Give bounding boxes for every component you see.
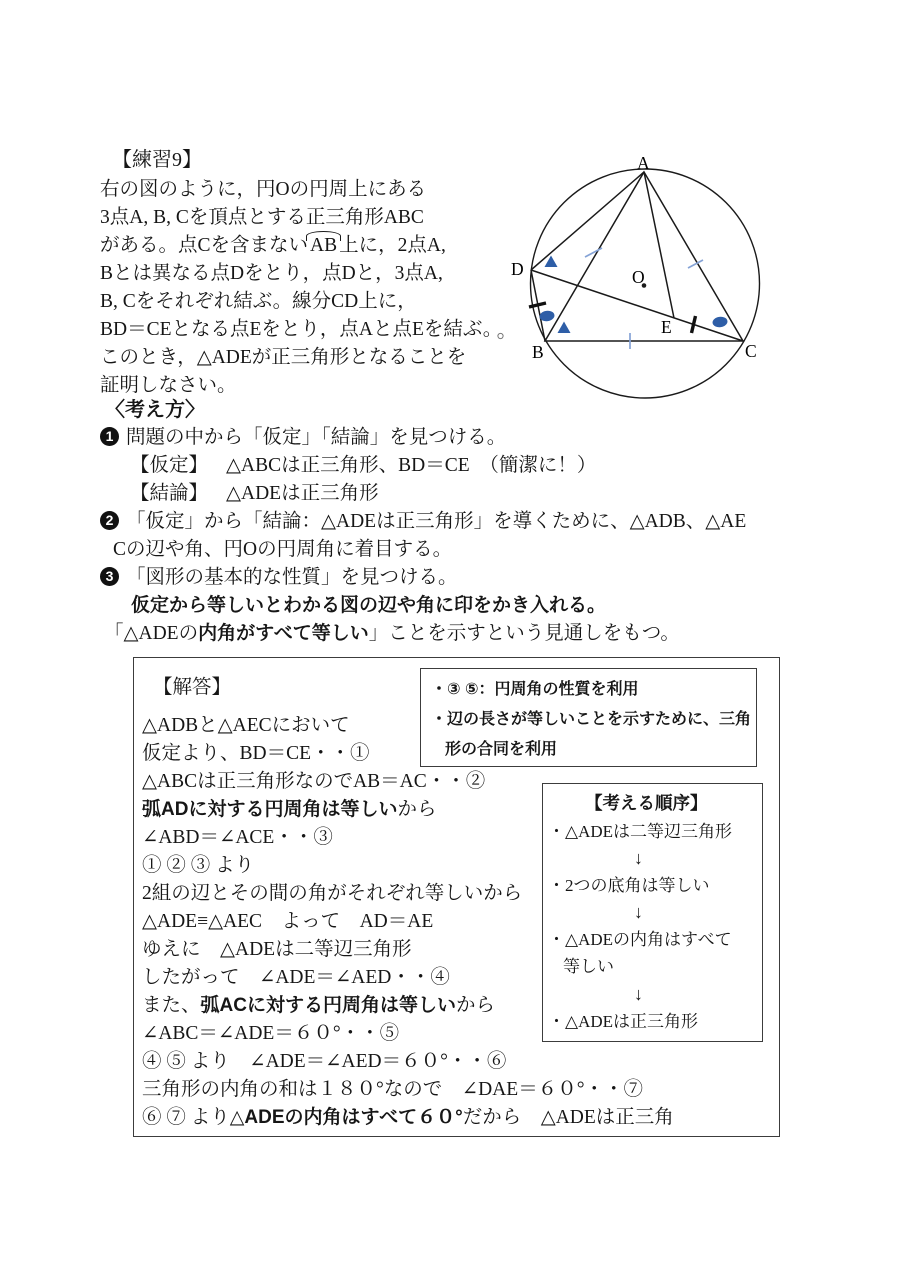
problem-line: BD＝CEとなる点Eをとり，点Aと点Eを結ぶ。 — [100, 319, 503, 340]
step-2-badge: 2 — [100, 511, 119, 530]
approach-step-1: 1 問題の中から「仮定」「結論」を見つける。 — [100, 426, 506, 450]
solution-heading: 【解答】 — [153, 677, 232, 698]
point-label-b: B — [532, 342, 544, 362]
conclusion-line: 【結論】 △ADEは正三角形 — [130, 483, 379, 504]
down-arrow-icon: ↓ — [634, 984, 643, 1004]
center-label-o: O — [632, 267, 645, 287]
problem-line: Bとは異なる点Dをとり，点Dと，3点A, — [100, 263, 443, 284]
arc-ab-notation: AB — [310, 235, 338, 256]
triangle-abc — [545, 172, 743, 341]
proof-line-14: 三角形の内角の和は１８０°なので ∠DAE＝６０°・・⑦ — [142, 1079, 644, 1100]
proof-line-2: 仮定より、BD＝CE・・① — [142, 743, 370, 764]
approach-step-2: 2 「仮定」から「結論：△ADEは正三角形」を導くために、△ADB、△AE — [100, 510, 746, 534]
problem-line: 3点A, B, Cを頂点とする正三角形ABC — [100, 207, 424, 228]
proof-line-9: ゆえに △ADEは二等辺三角形 — [142, 939, 412, 960]
proof-line-10: したがって ∠ADE＝∠AED・・④ — [142, 967, 450, 988]
proof-line-3: △ABCは正三角形なのでAB＝AC・・② — [142, 771, 486, 792]
hint-box — [420, 668, 757, 767]
point-label-e: E — [661, 317, 672, 337]
tick-side-ab — [585, 248, 602, 257]
order-box-title: 【考える順序】 — [585, 793, 708, 813]
approach-outlook: 「△ADEの内角がすべて等しい」ことを示すという見通しをもつ。 — [104, 623, 680, 644]
proof-line-12: ∠ABC＝∠ADE＝６０°・・⑤ — [142, 1023, 400, 1044]
order-item-3-line-1: ・△ADEの内角はすべて — [548, 930, 732, 949]
proof-line-11: また、弧ACに対する円周角は等しいから — [142, 995, 495, 1016]
tick-segment-bd — [529, 303, 546, 307]
approach-step-2-cont: Cの辺や角、円Oの円周角に着目する。 — [113, 539, 453, 560]
point-label-d: D — [511, 259, 524, 279]
order-item-4: ・△ADEは正三角形 — [548, 1012, 699, 1031]
proof-line-13: ④ ⑤ より ∠ADE＝∠AED＝６０°・・⑥ — [142, 1051, 507, 1072]
approach-heading: 〈考え方〉 — [105, 399, 205, 421]
approach-step-3: 3 「図形の基本的な性質」を見つける。 — [100, 566, 458, 590]
hint-line-2: ・辺の長さが等しいことを示すために、三角 — [431, 711, 752, 728]
down-arrow-icon: ↓ — [634, 848, 643, 868]
exercise-title: 【練習9】 — [112, 149, 202, 171]
point-label-a: A — [637, 153, 650, 173]
segment-ae — [644, 172, 674, 318]
circle-figure — [488, 142, 808, 422]
down-arrow-icon: ↓ — [634, 902, 643, 922]
point-label-c: C — [745, 341, 757, 361]
proof-line-5: ∠ABD＝∠ACE・・③ — [142, 827, 333, 848]
order-item-3-line-2: 等しい — [563, 957, 614, 976]
hint-line-3: 形の合同を利用 — [445, 741, 558, 758]
approach-step-3-emphasis: 仮定から等しいとわかる図の辺や角に印をかき入れる。 — [131, 595, 607, 616]
problem-line: 証明しなさい。 — [100, 375, 237, 396]
hint-line-1: ・③ ⑤：円周角の性質を利用 — [431, 681, 639, 698]
angle-marker-triangle-b — [558, 322, 571, 334]
assumption-line: 【仮定】 △ABCは正三角形、BD＝CE （簡潔に！） — [130, 455, 597, 476]
problem-line: 右の図のように，円Oの円周上にある — [100, 179, 427, 200]
angle-marker-oval-c — [712, 316, 728, 328]
step-3-badge: 3 — [100, 567, 119, 586]
proof-line-15: ⑥ ⑦ より△ADEの内角はすべて６０°だから △ADEは正三角 — [142, 1107, 674, 1128]
problem-line: このとき，△ADEが正三角形となることを — [100, 347, 467, 368]
order-item-1: ・△ADEは二等辺三角形 — [548, 822, 733, 841]
problem-line: がある。点Cを含まない AB 上に，2点A, — [100, 235, 446, 256]
stray-degree-mark — [498, 333, 503, 338]
proof-line-8: △ADE≡△AEC よって AD＝AE — [142, 911, 434, 932]
step-1-badge: 1 — [100, 427, 119, 446]
problem-line: B, Cをそれぞれ結ぶ。線分CD上に， — [100, 291, 417, 312]
order-item-2: ・2つの底角は等しい — [548, 876, 710, 895]
proof-line-1: △ADBと△AECにおいて — [142, 715, 350, 736]
proof-line-7: 2組の辺とその間の角がそれぞれ等しいから — [142, 883, 523, 904]
proof-line-6: ① ② ③ より — [142, 855, 255, 876]
proof-line-4: 弧ADに対する円周角は等しいから — [142, 799, 437, 820]
tick-segment-ce — [692, 316, 696, 333]
